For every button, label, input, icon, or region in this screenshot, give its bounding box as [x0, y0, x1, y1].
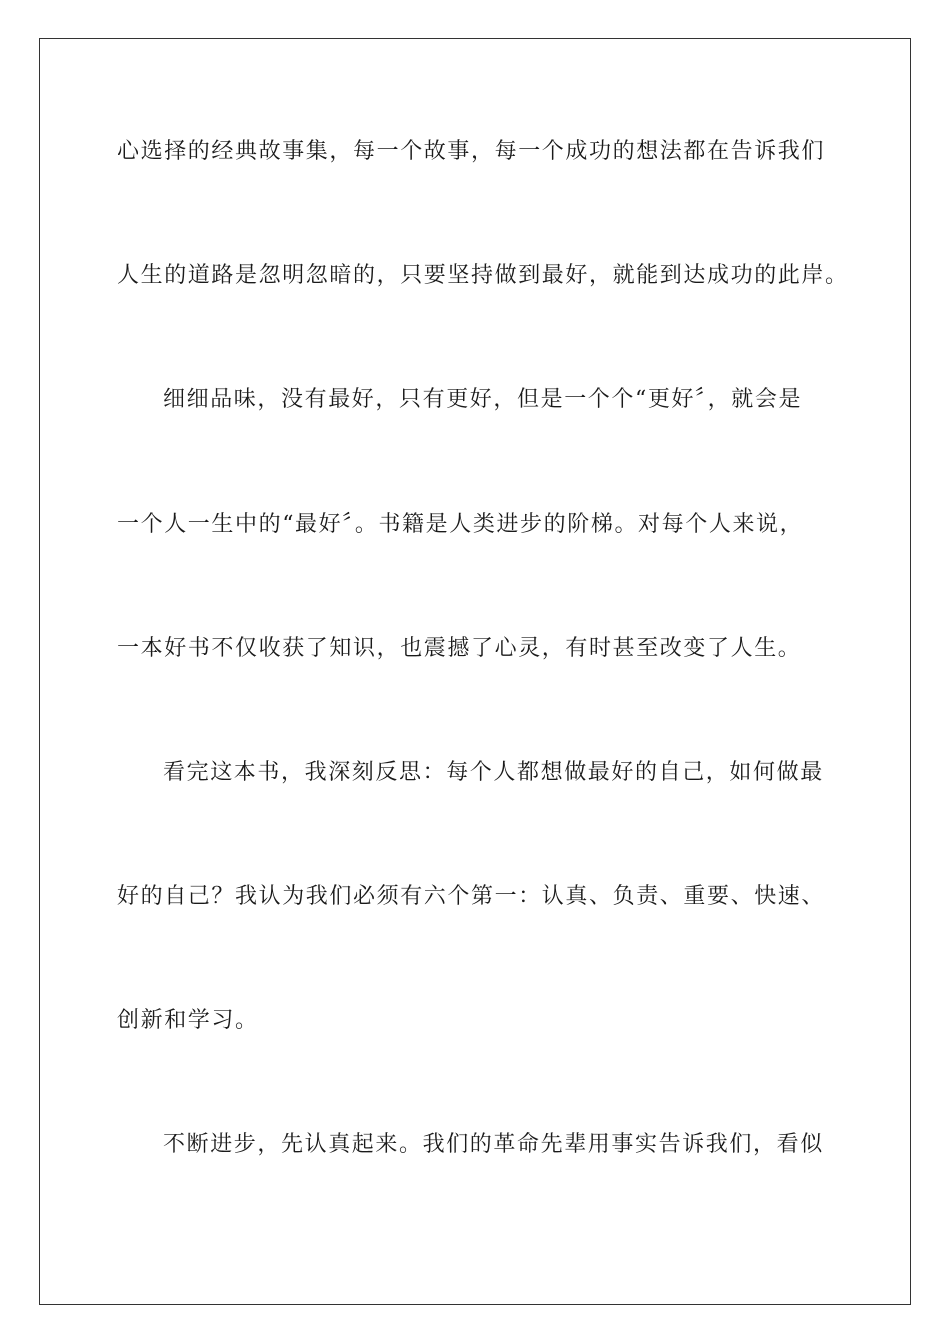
paragraph-first-line: 细细品味，没有最好，只有更好，但是一个个“更好〞，就会是 [163, 387, 803, 412]
text-line: 一个人一生中的“最好〞。书籍是人类进步的阶梯。对每个人来说， [117, 512, 804, 537]
text-line: 创新和学习。 [117, 1008, 259, 1033]
text-line: 好的自己？我认为我们必须有六个第一：认真、负责、重要、快速、 [117, 884, 826, 909]
paragraph-first-line: 不断进步，先认真起来。我们的革命先辈用事实告诉我们，看似 [163, 1132, 824, 1157]
text-line: 人生的道路是忽明忽暗的，只要坚持做到最好，就能到达成功的此岸。 [117, 263, 849, 288]
paragraph-first-line: 看完这本书，我深刻反思：每个人都想做最好的自己，如何做最 [163, 760, 824, 785]
text-line: 一本好书不仅收获了知识，也震撼了心灵，有时甚至改变了人生。 [117, 636, 802, 661]
page-border [39, 38, 911, 1305]
text-line: 心选择的经典故事集，每一个故事，每一个成功的想法都在告诉我们 [117, 139, 826, 164]
